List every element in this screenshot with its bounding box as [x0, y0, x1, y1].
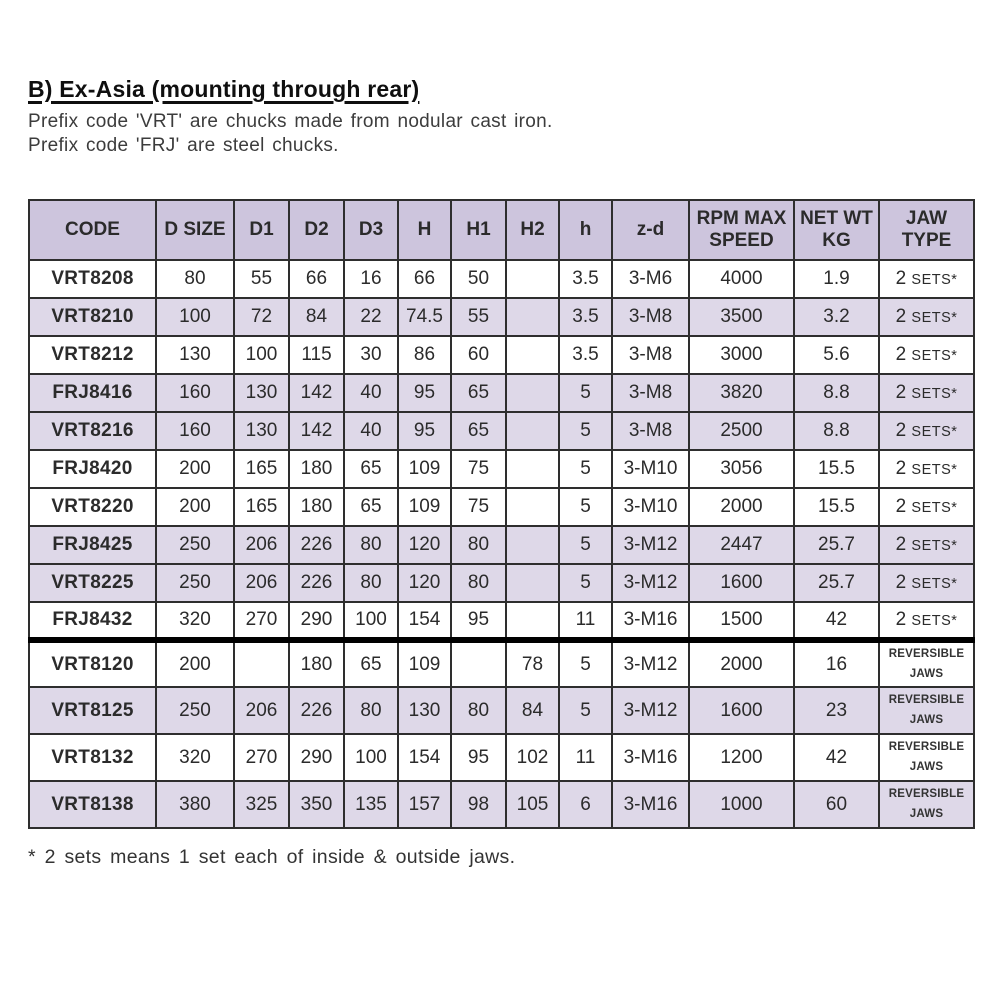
value-cell: 3-M16 — [612, 602, 689, 640]
value-cell: 3-M8 — [612, 298, 689, 336]
value-cell: 5 — [559, 564, 612, 602]
value-cell: 55 — [451, 298, 506, 336]
value-cell: 80 — [451, 687, 506, 734]
jaw-sets-label: SETS* — [911, 348, 958, 364]
value-cell: 3-M16 — [612, 781, 689, 828]
value-cell: 109 — [398, 488, 451, 526]
table-row — [29, 260, 974, 298]
value-cell: 100 — [344, 602, 398, 640]
jaw-sets-count: 2 — [895, 572, 912, 593]
value-cell: 22 — [344, 298, 398, 336]
value-cell: 226 — [289, 526, 344, 564]
column-header: h — [559, 200, 612, 260]
value-cell: 154 — [398, 734, 451, 781]
value-cell: 109 — [398, 450, 451, 488]
jaw-type-cell — [879, 298, 974, 336]
jaw-type-cell — [879, 336, 974, 374]
value-cell: 3820 — [689, 374, 794, 412]
table-row — [29, 412, 974, 450]
jaw-type-cell: REVERSIBLE JAWS — [879, 734, 974, 781]
value-cell: 1200 — [689, 734, 794, 781]
value-cell: 3.2 — [794, 298, 879, 336]
value-cell: 75 — [451, 488, 506, 526]
value-cell — [506, 450, 559, 488]
value-cell: 250 — [156, 564, 234, 602]
value-cell: 25.7 — [794, 564, 879, 602]
column-header: H — [398, 200, 451, 260]
value-cell: 130 — [234, 374, 289, 412]
value-cell: 5 — [559, 640, 612, 687]
jaw-type-cell — [879, 526, 974, 564]
column-header: H2 — [506, 200, 559, 260]
value-cell: 3-M12 — [612, 526, 689, 564]
value-cell: 95 — [451, 602, 506, 640]
value-cell: 1600 — [689, 564, 794, 602]
jaw-sets-label: SETS* — [911, 386, 958, 402]
jaw-sets-label: SETS* — [911, 272, 958, 288]
value-cell: 74.5 — [398, 298, 451, 336]
table-row — [29, 602, 974, 640]
jaw-type-cell: REVERSIBLE JAWS — [879, 687, 974, 734]
table-row — [29, 374, 974, 412]
jaw-type-cell — [879, 564, 974, 602]
value-cell: 105 — [506, 781, 559, 828]
jaw-type-cell: REVERSIBLE JAWS — [879, 640, 974, 687]
value-cell: 100 — [156, 298, 234, 336]
code-cell: VRT8225 — [29, 564, 156, 602]
value-cell: 290 — [289, 734, 344, 781]
table-row — [29, 687, 974, 734]
table-row — [29, 734, 974, 781]
value-cell: 80 — [451, 564, 506, 602]
value-cell: 50 — [451, 260, 506, 298]
value-cell: 42 — [794, 602, 879, 640]
value-cell: 5 — [559, 526, 612, 564]
code-cell: FRJ8432 — [29, 602, 156, 640]
value-cell: 66 — [289, 260, 344, 298]
code-cell: VRT8132 — [29, 734, 156, 781]
value-cell: 65 — [344, 640, 398, 687]
value-cell: 80 — [344, 687, 398, 734]
jaw-type-cell — [879, 412, 974, 450]
value-cell: 3000 — [689, 336, 794, 374]
value-cell: 130 — [156, 336, 234, 374]
value-cell: 206 — [234, 687, 289, 734]
table-row — [29, 640, 974, 687]
code-cell: VRT8220 — [29, 488, 156, 526]
value-cell: 100 — [344, 734, 398, 781]
value-cell — [506, 526, 559, 564]
value-cell — [506, 298, 559, 336]
jaw-type-cell — [879, 374, 974, 412]
value-cell: 1.9 — [794, 260, 879, 298]
table-row — [29, 336, 974, 374]
value-cell: 3-M8 — [612, 412, 689, 450]
jaw-sets-count: 2 — [895, 534, 912, 555]
value-cell: 180 — [289, 640, 344, 687]
table-row — [29, 298, 974, 336]
table-header-row — [29, 200, 974, 260]
table-row — [29, 488, 974, 526]
jaw-sets-label: SETS* — [911, 613, 958, 629]
value-cell: 120 — [398, 526, 451, 564]
value-cell: 8.8 — [794, 374, 879, 412]
value-cell — [451, 640, 506, 687]
value-cell: 5 — [559, 687, 612, 734]
jaw-sets-label: SETS* — [911, 310, 958, 326]
value-cell: 16 — [794, 640, 879, 687]
value-cell: 226 — [289, 687, 344, 734]
value-cell: 3-M6 — [612, 260, 689, 298]
value-cell: 270 — [234, 602, 289, 640]
value-cell — [234, 640, 289, 687]
value-cell: 5 — [559, 450, 612, 488]
value-cell: 100 — [234, 336, 289, 374]
value-cell: 11 — [559, 734, 612, 781]
value-cell: 95 — [398, 374, 451, 412]
value-cell: 226 — [289, 564, 344, 602]
code-cell: VRT8210 — [29, 298, 156, 336]
jaw-sets-label: SETS* — [911, 538, 958, 554]
value-cell: 15.5 — [794, 450, 879, 488]
value-cell: 142 — [289, 374, 344, 412]
value-cell: 4000 — [689, 260, 794, 298]
jaw-sets-label: SETS* — [911, 500, 958, 516]
table-row — [29, 526, 974, 564]
footnote: * 2 sets means 1 set each of inside & outside jaws. — [28, 846, 516, 868]
jaw-sets-count: 2 — [895, 609, 912, 630]
jaw-sets-label: SETS* — [911, 424, 958, 440]
value-cell: 95 — [451, 734, 506, 781]
value-cell: 8.8 — [794, 412, 879, 450]
value-cell: 350 — [289, 781, 344, 828]
value-cell: 3500 — [689, 298, 794, 336]
value-cell: 5 — [559, 412, 612, 450]
value-cell — [506, 564, 559, 602]
value-cell: 84 — [289, 298, 344, 336]
value-cell: 325 — [234, 781, 289, 828]
jaw-sets-count: 2 — [895, 420, 912, 441]
value-cell: 3-M8 — [612, 336, 689, 374]
chuck-spec-table — [28, 199, 975, 829]
value-cell — [506, 260, 559, 298]
value-cell: 115 — [289, 336, 344, 374]
value-cell: 3.5 — [559, 260, 612, 298]
value-cell: 160 — [156, 374, 234, 412]
column-header: JAW TYPE — [879, 200, 974, 260]
code-cell: FRJ8425 — [29, 526, 156, 564]
table-row — [29, 450, 974, 488]
value-cell: 40 — [344, 374, 398, 412]
subtitle-line-1: Prefix code 'VRT' are chucks made from nodular cast iron. — [28, 111, 553, 132]
value-cell: 65 — [451, 374, 506, 412]
value-cell: 3-M12 — [612, 640, 689, 687]
value-cell: 40 — [344, 412, 398, 450]
value-cell: 200 — [156, 640, 234, 687]
value-cell: 80 — [156, 260, 234, 298]
value-cell: 3-M8 — [612, 374, 689, 412]
column-header: H1 — [451, 200, 506, 260]
value-cell: 1500 — [689, 602, 794, 640]
value-cell: 2000 — [689, 640, 794, 687]
value-cell: 3-M12 — [612, 564, 689, 602]
value-cell: 2500 — [689, 412, 794, 450]
value-cell — [506, 412, 559, 450]
jaw-sets-count: 2 — [895, 458, 912, 479]
value-cell: 98 — [451, 781, 506, 828]
value-cell: 180 — [289, 488, 344, 526]
value-cell: 3-M10 — [612, 488, 689, 526]
jaw-type-cell — [879, 450, 974, 488]
value-cell: 320 — [156, 734, 234, 781]
value-cell: 95 — [398, 412, 451, 450]
column-header: D SIZE — [156, 200, 234, 260]
value-cell: 78 — [506, 640, 559, 687]
jaw-type-cell: REVERSIBLE JAWS — [879, 781, 974, 828]
value-cell: 200 — [156, 488, 234, 526]
code-cell: VRT8138 — [29, 781, 156, 828]
value-cell: 3056 — [689, 450, 794, 488]
subtitle-line-2: Prefix code 'FRJ' are steel chucks. — [28, 135, 339, 156]
column-header: D1 — [234, 200, 289, 260]
code-cell: VRT8216 — [29, 412, 156, 450]
column-header: RPM MAX SPEED — [689, 200, 794, 260]
column-header: D2 — [289, 200, 344, 260]
value-cell: 165 — [234, 450, 289, 488]
value-cell: 250 — [156, 687, 234, 734]
code-cell: VRT8212 — [29, 336, 156, 374]
value-cell — [506, 488, 559, 526]
value-cell: 200 — [156, 450, 234, 488]
value-cell: 3-M10 — [612, 450, 689, 488]
value-cell: 30 — [344, 336, 398, 374]
value-cell: 72 — [234, 298, 289, 336]
value-cell: 75 — [451, 450, 506, 488]
jaw-sets-count: 2 — [895, 344, 912, 365]
value-cell: 160 — [156, 412, 234, 450]
value-cell: 380 — [156, 781, 234, 828]
jaw-type-cell — [879, 260, 974, 298]
code-cell: VRT8120 — [29, 640, 156, 687]
value-cell: 130 — [234, 412, 289, 450]
value-cell: 25.7 — [794, 526, 879, 564]
value-cell — [506, 602, 559, 640]
value-cell: 206 — [234, 564, 289, 602]
value-cell: 250 — [156, 526, 234, 564]
value-cell: 60 — [794, 781, 879, 828]
value-cell: 6 — [559, 781, 612, 828]
jaw-sets-count: 2 — [895, 306, 912, 327]
value-cell: 2000 — [689, 488, 794, 526]
value-cell: 157 — [398, 781, 451, 828]
value-cell: 3-M16 — [612, 734, 689, 781]
jaw-sets-label: SETS* — [911, 462, 958, 478]
value-cell: 80 — [344, 526, 398, 564]
value-cell: 80 — [344, 564, 398, 602]
value-cell: 66 — [398, 260, 451, 298]
value-cell: 65 — [451, 412, 506, 450]
value-cell: 23 — [794, 687, 879, 734]
jaw-type-cell — [879, 488, 974, 526]
value-cell: 60 — [451, 336, 506, 374]
column-header: D3 — [344, 200, 398, 260]
value-cell: 86 — [398, 336, 451, 374]
value-cell: 206 — [234, 526, 289, 564]
code-cell: FRJ8420 — [29, 450, 156, 488]
value-cell: 154 — [398, 602, 451, 640]
jaw-sets-count: 2 — [895, 496, 912, 517]
value-cell: 290 — [289, 602, 344, 640]
value-cell: 3.5 — [559, 336, 612, 374]
code-cell: FRJ8416 — [29, 374, 156, 412]
code-cell: VRT8208 — [29, 260, 156, 298]
jaw-sets-count: 2 — [895, 268, 912, 289]
value-cell: 2447 — [689, 526, 794, 564]
value-cell: 3.5 — [559, 298, 612, 336]
value-cell: 270 — [234, 734, 289, 781]
jaw-sets-count: 2 — [895, 382, 912, 403]
value-cell: 16 — [344, 260, 398, 298]
value-cell: 55 — [234, 260, 289, 298]
value-cell: 42 — [794, 734, 879, 781]
value-cell: 5 — [559, 374, 612, 412]
code-cell: VRT8125 — [29, 687, 156, 734]
value-cell: 180 — [289, 450, 344, 488]
table-row — [29, 564, 974, 602]
value-cell: 142 — [289, 412, 344, 450]
value-cell: 65 — [344, 450, 398, 488]
value-cell: 5.6 — [794, 336, 879, 374]
value-cell: 11 — [559, 602, 612, 640]
table-row — [29, 781, 974, 828]
value-cell: 3-M12 — [612, 687, 689, 734]
value-cell: 1600 — [689, 687, 794, 734]
page-title: B) Ex-Asia (mounting through rear) — [28, 76, 420, 102]
value-cell: 80 — [451, 526, 506, 564]
value-cell — [506, 374, 559, 412]
value-cell: 109 — [398, 640, 451, 687]
value-cell: 130 — [398, 687, 451, 734]
value-cell: 84 — [506, 687, 559, 734]
jaw-type-cell — [879, 602, 974, 640]
column-header: CODE — [29, 200, 156, 260]
column-header: z-d — [612, 200, 689, 260]
value-cell: 120 — [398, 564, 451, 602]
value-cell: 102 — [506, 734, 559, 781]
value-cell: 5 — [559, 488, 612, 526]
jaw-sets-label: SETS* — [911, 576, 958, 592]
value-cell: 165 — [234, 488, 289, 526]
value-cell: 135 — [344, 781, 398, 828]
value-cell: 1000 — [689, 781, 794, 828]
value-cell: 65 — [344, 488, 398, 526]
value-cell — [506, 336, 559, 374]
column-header: NET WT KG — [794, 200, 879, 260]
value-cell: 15.5 — [794, 488, 879, 526]
value-cell: 320 — [156, 602, 234, 640]
